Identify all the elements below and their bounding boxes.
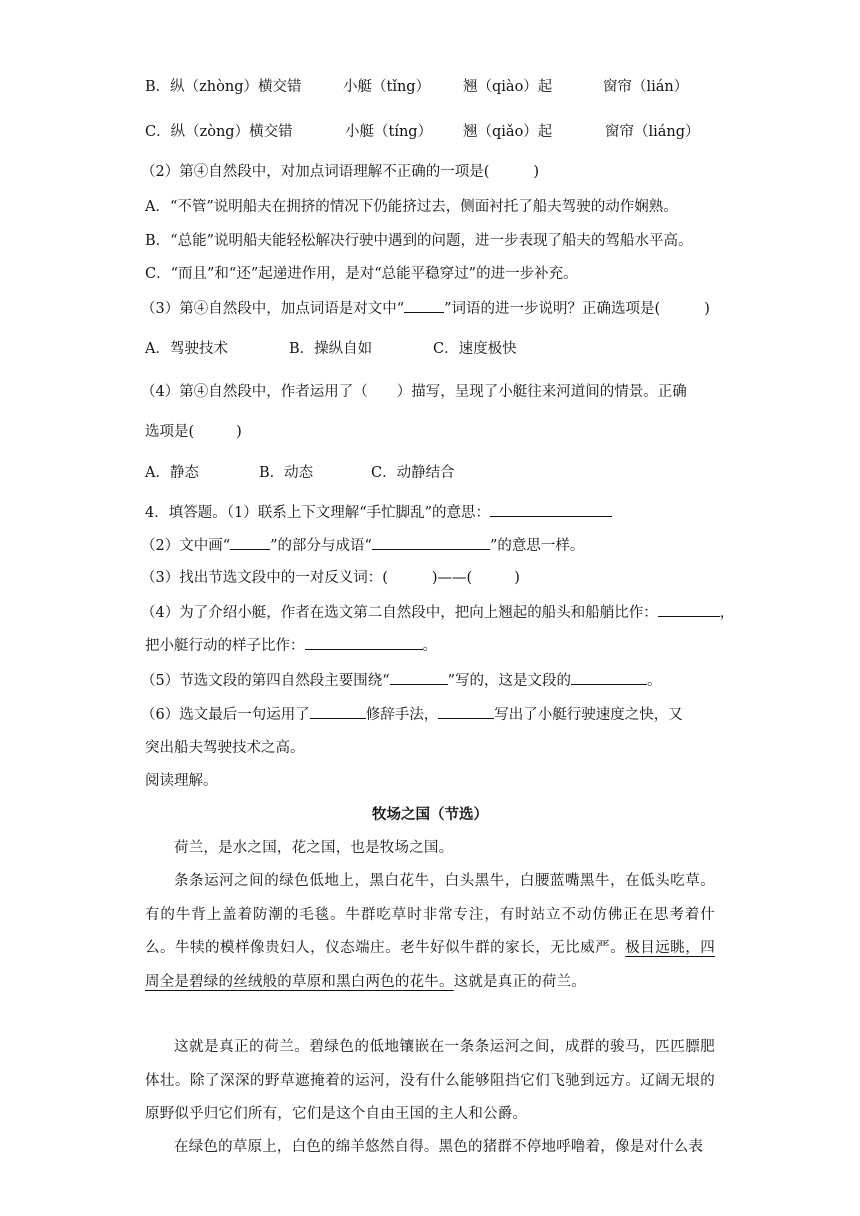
passage-paragraph-2-end: 这就是真正的荷兰。 — [453, 973, 587, 990]
passage-paragraph-2 — [145, 865, 715, 999]
fill-q2-part3: ”的意思一样。 — [489, 538, 585, 554]
option-c-label: C．纵（zòng）横交错 — [145, 124, 293, 140]
fill-q2 — [141, 535, 584, 556]
passage-title: 牧场之国（节选） — [372, 806, 488, 823]
passage-paragraph-2-text: 条条运河之间的绿色低地上，黑白花牛，白头黑牛，白腰蓝嘴黑牛，在低头吃草。有的牛背上盖着防潮的毛毯。牛群吃草时非常专注，有时站立不动仿佛正在思考着什么。牛犊的模样像贵妇人，仪态端庄。老牛好似牛群的家长，无比威严。 — [145, 873, 715, 956]
q3-stem-part2: ”词语的进一步说明？正确选项是( — [444, 301, 661, 317]
fill-q6-blank1[interactable] — [310, 704, 366, 719]
option-c-item2: 小艇（tíng） — [345, 124, 433, 140]
q4-stem-line1: （4）第④自然段中，作者运用了（ ）描写，呈现了小艇往来河道间的情景。正确 — [141, 384, 687, 400]
fill-q6-part3: 写出了小艇行驶速度之快，又 — [494, 707, 683, 723]
fill-q4-part3: 把小艇行动的样子比作： — [145, 638, 305, 654]
fill-q3-part2: )——( — [431, 570, 473, 586]
option-row-c — [145, 120, 745, 140]
fill-q2-blank1[interactable] — [230, 535, 270, 550]
q4-option-c: C．动静结合 — [371, 465, 455, 481]
fill-q5 — [141, 670, 662, 691]
fill-q1 — [145, 502, 612, 523]
fill-q5-part2: ”写的，这是文段的 — [447, 673, 572, 689]
fill-q3-part3: ) — [514, 570, 520, 586]
q2-stem — [141, 162, 539, 182]
q4-option-a: A．静态 — [145, 465, 199, 481]
option-c-item4: 窗帘（liáng） — [605, 124, 700, 140]
fill-q1-text: 4．填答题。（1）联系上下文理解“手忙脚乱”的意思： — [145, 505, 491, 521]
fill-q6-blank2[interactable] — [438, 704, 494, 719]
fill-q1-blank[interactable] — [490, 502, 612, 517]
passage-paragraph-3: 这就是真正的荷兰。碧绿色的低地镶嵌在一条条运河之间，成群的骏马，匹匹膘肥体壮。除了深深的野草遮掩着的运河，没有什么能够阻挡它们飞驰到远方。辽阔无垠的原野似乎归它们所有，它们是这个自由王国的主人和公爵。 — [145, 1039, 715, 1122]
option-c-item3: 翘（qiǎo）起 — [463, 124, 553, 140]
fill-q4-blank2[interactable] — [305, 635, 423, 650]
passage-paragraph-4: 在绿色的草原上，白色的绵羊悠然自得。黑色的猪群不停地呼噜着，像是对什么表 — [174, 1139, 704, 1155]
q3-option-a: A．驾驶技术 — [145, 341, 228, 357]
fill-q6-line1 — [141, 704, 683, 725]
fill-q4-line2 — [145, 635, 437, 656]
option-row-b — [145, 75, 745, 95]
passage-paragraph-1: 荷兰，是水之国，花之国，也是牧场之国。 — [174, 840, 454, 856]
q2-option-c: C．“而且”和“还”起递进作用，是对“总能平稳穿过”的进一步补充。 — [145, 266, 578, 282]
fill-q6-part2: 修辞手法， — [365, 707, 439, 723]
q3-options — [145, 337, 745, 357]
option-b-item2: 小艇（tǐng） — [343, 79, 431, 95]
q4-option-b: B．动态 — [259, 465, 314, 481]
fill-q5-part3: 。 — [647, 673, 662, 689]
fill-q5-blank1[interactable] — [390, 670, 448, 685]
option-b-label: B．纵（zhòng）横交错 — [145, 79, 302, 95]
passage-underlined-sentence: 极目远眺，四周全是碧绿的丝绒般的草原和黑白两色的花牛。 — [145, 940, 715, 990]
fill-q4-line1 — [141, 602, 734, 623]
q4-stem-line2 — [145, 422, 242, 442]
q2-stem-end: ) — [533, 164, 540, 180]
fill-q6-line2: 突出船夫驾驶技术之高。 — [145, 740, 305, 756]
q3-option-c: C．速度极快 — [433, 341, 517, 357]
q4-options — [145, 461, 745, 481]
fill-q5-part1: （5）节选文段的第四自然段主要围绕“ — [141, 673, 390, 689]
fill-q2-part2: ”的部分与成语“ — [270, 538, 372, 554]
fill-q3 — [141, 568, 520, 588]
fill-q4-part4: 。 — [422, 638, 437, 654]
fill-q2-blank2[interactable] — [372, 535, 490, 550]
section-label: 阅读理解。 — [145, 773, 218, 789]
q4-stem-end: ) — [236, 424, 242, 440]
q2-option-b: B．“总能”说明船夫能轻松解决行驶中遇到的问题，进一步表现了船夫的驾船水平高。 — [145, 233, 693, 249]
fill-q4-part2: ， — [719, 605, 735, 621]
option-b-item3: 翘（qiào）起 — [463, 79, 553, 95]
fill-q6-part1: （6）选文最后一句运用了 — [141, 707, 310, 723]
option-b-item4: 窗帘（lián） — [603, 79, 689, 95]
q2-stem-text: （2）第④自然段中，对加点词语理解不正确的一项是( — [141, 164, 490, 180]
q3-option-b: B．操纵自如 — [289, 341, 373, 357]
q3-stem — [141, 298, 710, 319]
q3-blank[interactable] — [404, 298, 444, 313]
fill-q3-part1: （3）找出节选文段中的一对反义词：( — [141, 570, 388, 586]
fill-q5-blank2[interactable] — [571, 670, 647, 685]
q3-stem-part1: （3）第④自然段中，加点词语是对文中“ — [141, 301, 405, 317]
q3-stem-end: ) — [704, 301, 710, 317]
fill-q4-part1: （4）为了介绍小艇，作者在选文第二自然段中，把向上翘起的船头和船艄比作： — [141, 605, 658, 621]
fill-q2-part1: （2）文中画“ — [141, 538, 231, 554]
q2-option-a: A．“不管”说明船夫在拥挤的情况下仍能挤过去，侧面衬托了船夫驾驶的动作娴熟。 — [145, 199, 678, 215]
fill-q4-blank1[interactable] — [658, 602, 720, 617]
q4-stem-line2-text: 选项是( — [145, 424, 195, 440]
